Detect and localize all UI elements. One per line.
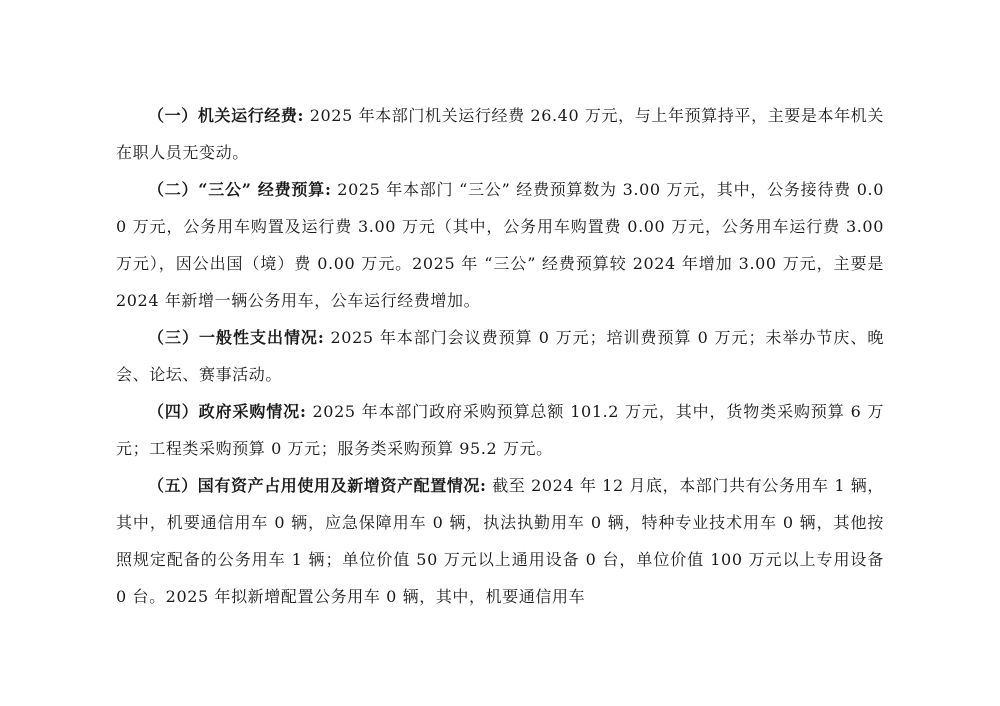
document-page <box>116 97 884 615</box>
section-body: 2025 年本部门政府采购预算总额 101.2 万元，其中，货物类采购预算 6 万元；工程类采购预算 0 万元；服务类采购预算 95.2 万元。 <box>116 402 884 458</box>
section-body: 2025 年本部门机关运行经费 26.40 万元，与上年预算持平，主要是本年机关在职人员无变动。 <box>116 106 884 162</box>
section-heading: （三）一般性支出情况: <box>148 328 325 347</box>
section-heading: （五）国有资产占用使用及新增资产配置情况: <box>148 476 487 495</box>
section-body: 2025 年本部门会议费预算 0 万元；培训费预算 0 万元；未举办节庆、晚会、论坛、赛事活动。 <box>116 328 884 384</box>
paragraph-general-expenditure <box>116 319 884 393</box>
paragraph-government-procurement <box>116 393 884 467</box>
section-heading: （四）政府采购情况: <box>148 402 307 421</box>
section-body: 2025 年本部门 “三公” 经费预算数为 3.00 万元，其中，公务接待费 0.00 万元，公务用车购置及运行费 3.00 万元（其中，公务用车购置费 0.00 万元，公务用车运行费 3.00 万元），因公出国（境）费 0.00 万元。2025 年 “三公” 经费预算较 2024 年增加 3.00 万元，主要是 2024 年新增一辆公务用车，公车运行经费增加。 <box>116 180 884 310</box>
section-body: 截至 2024 年 12 月底，本部门共有公务用车 1 辆，其中，机要通信用车 0 辆，应急保障用车 0 辆，执法执勤用车 0 辆，特种专业技术用车 0 辆，其他按照规定配备的公务用车 1 辆；单位价值 50 万元以上通用设备 0 台，单位价值 100 万元以上专用设备 0 台。2025 年拟新增配置公务用车 0 辆，其中，机要通信用车 <box>116 476 884 606</box>
section-heading: （二）“三公” 经费预算: <box>148 180 332 199</box>
paragraph-three-public-expenses <box>116 171 884 319</box>
paragraph-state-assets <box>116 467 884 615</box>
paragraph-operating-expenses <box>116 97 884 171</box>
section-heading: （一）机关运行经费: <box>148 106 305 125</box>
